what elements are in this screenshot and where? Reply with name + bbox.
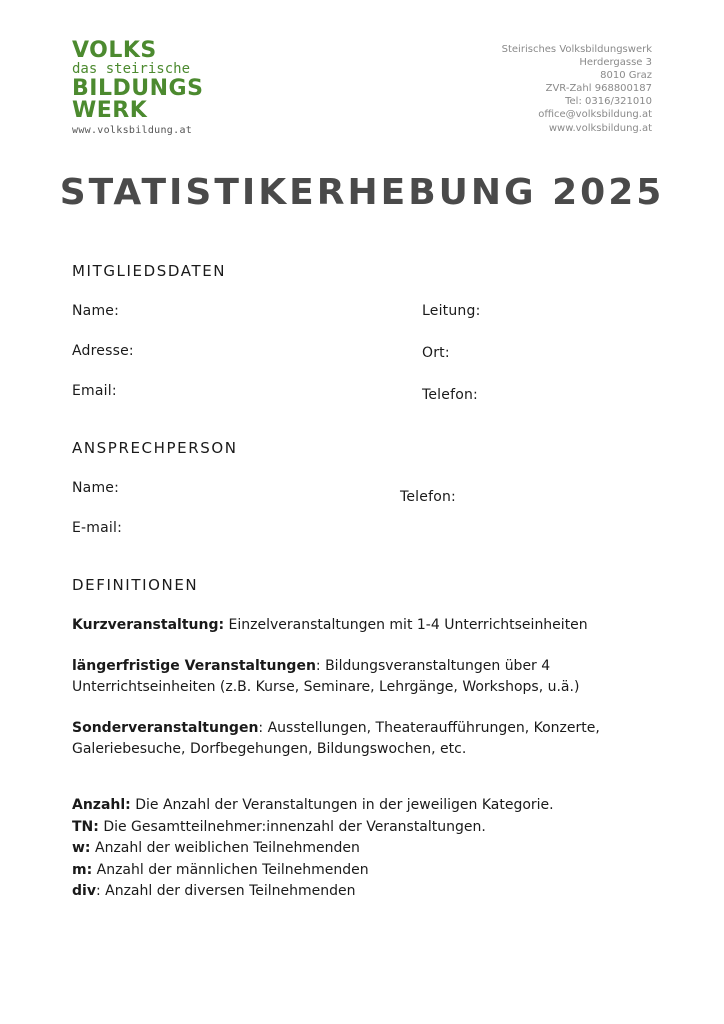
address-block <box>502 43 652 135</box>
address-email: office@volksbildung.at <box>538 109 652 121</box>
contact-name-label: Name: <box>72 480 120 496</box>
logo-line-bildungs: BILDUNGS <box>72 76 204 101</box>
definition-sonderveranstaltungen <box>72 718 632 760</box>
page-title: STATISTIKERHEBUNG 2025 <box>59 172 665 213</box>
definition-term: Kurzveranstaltung: <box>72 617 225 633</box>
section-heading-definitionen: DEFINITIONEN <box>72 576 199 594</box>
logo-line-werk: WERK <box>72 98 148 123</box>
abbreviation-text: : Anzahl der diversen Teilnehmenden <box>95 883 356 900</box>
member-leitung-label: Leitung: <box>422 303 481 319</box>
abbreviation-text: Die Anzahl der Veranstaltungen in der jeweiligen Kategorie. <box>130 797 554 813</box>
abbreviation-term: Anzahl: <box>72 797 131 813</box>
abbreviation-item <box>72 795 672 817</box>
abbreviation-item <box>72 838 672 860</box>
abbreviation-term: m: <box>72 861 93 878</box>
logo <box>72 40 212 138</box>
section-heading-mitgliedsdaten: MITGLIEDSDATEN <box>72 262 227 280</box>
logo-line-das-steirische: das steirische <box>72 61 191 77</box>
definition-text: : Bildungsveranstaltungen über 4 Unterrichtseinheiten (z.B. Kurse, Seminare, Lehrgänge, Workshops, u.ä.) <box>72 658 580 695</box>
definition-text: : Ausstellungen, Theateraufführungen, Konzerte, Galeriebesuche, Dorfbegehungen, Bildungswochen, etc. <box>72 720 600 757</box>
logo-line-volks: VOLKS <box>72 38 157 63</box>
abbreviation-term: TN: <box>72 818 99 835</box>
abbreviation-list <box>72 795 672 903</box>
member-name-label: Name: <box>72 303 120 319</box>
member-adresse-label: Adresse: <box>72 343 134 359</box>
abbreviation-item <box>72 881 672 903</box>
address-city: 8010 Graz <box>600 70 652 82</box>
address-street: Herdergasse 3 <box>579 57 652 69</box>
abbreviation-text: Anzahl der weiblichen Teilnehmenden <box>90 840 360 857</box>
address-phone: Tel: 0316/321010 <box>565 96 652 108</box>
address-org: Steirisches Volksbildungswerk <box>501 44 652 55</box>
definition-term: Sonderveranstaltungen <box>72 720 259 736</box>
member-email-label: Email: <box>72 383 117 399</box>
abbreviation-term: div <box>72 883 96 900</box>
member-ort-label: Ort: <box>422 345 450 361</box>
logo-url: www.volksbildung.at <box>72 125 193 136</box>
definition-term: längerfristige Veranstaltungen <box>72 658 316 674</box>
contact-email-label: E-mail: <box>72 520 123 536</box>
definition-text: Einzelveranstaltungen mit 1-4 Unterrichtseinheiten <box>224 617 588 633</box>
abbreviation-term: w: <box>72 840 91 857</box>
abbreviation-item <box>72 817 672 839</box>
abbreviation-text: Anzahl der männlichen Teilnehmenden <box>92 861 369 878</box>
address-zvr: ZVR-Zahl 968800187 <box>545 83 652 95</box>
definition-kurzveranstaltung <box>72 615 672 636</box>
member-telefon-label: Telefon: <box>422 387 478 403</box>
section-heading-ansprechperson: ANSPRECHPERSON <box>72 439 238 457</box>
address-web: www.volksbildung.at <box>548 122 652 134</box>
definition-laengerfristig <box>72 656 632 698</box>
abbreviation-item <box>72 860 672 882</box>
contact-telefon-label: Telefon: <box>400 489 456 505</box>
abbreviation-text: Die Gesamtteilnehmer:innenzahl der Veranstaltungen. <box>98 818 486 835</box>
